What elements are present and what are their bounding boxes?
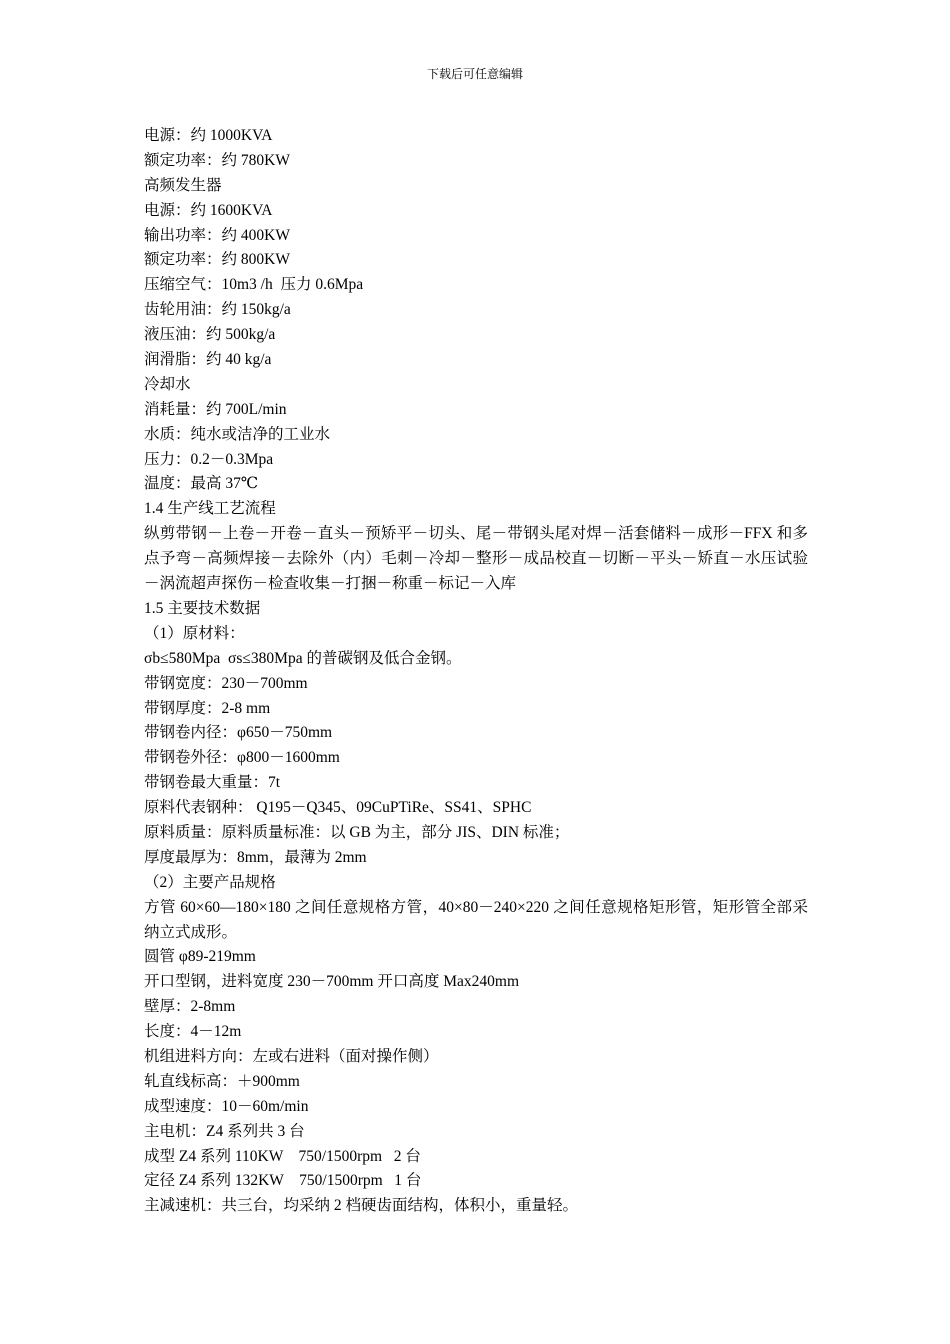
text-line: 额定功率：约 780KW	[144, 151, 290, 169]
text-line: 水质：纯水或洁净的工业水	[144, 425, 331, 443]
text-line: 圆管 φ89-219mm	[144, 948, 256, 966]
text-line: 轧直线标高：＋900mm	[144, 1072, 300, 1090]
text-line: 长度：4－12m	[144, 1023, 242, 1041]
text-line: 定径 Z4 系列 132KW 750/1500rpm 1 台	[144, 1172, 422, 1190]
text-line: 厚度最厚为：8mm，最薄为 2mm	[144, 848, 367, 866]
text-line: 主电机：Z4 系列共 3 台	[144, 1122, 305, 1140]
section-heading: 1.4 生产线工艺流程	[144, 500, 276, 518]
subsection-heading: （1）原材料：	[144, 624, 245, 642]
text-line: 带钢卷内径：φ650－750mm	[144, 724, 333, 742]
text-line: 开口型钢，进料宽度 230－700mm 开口高度 Max240mm	[144, 973, 520, 991]
text-line: 高频发生器	[144, 176, 222, 194]
square-tube-paragraph: 方管 60×60—180×180 之间任意规格方管，40×80－240×220 之间任意规格矩形管，矩形管全部采纳立式成形。	[144, 898, 808, 941]
text-line: 壁厚：2-8mm	[144, 998, 236, 1016]
text-line: 带钢厚度：2-8 mm	[144, 699, 271, 717]
text-line: 润滑脂：约 40 kg/a	[144, 351, 272, 369]
text-line: 压力：0.2－0.3Mpa	[144, 450, 274, 468]
document-body	[144, 124, 808, 1219]
process-flow-paragraph: 纵剪带钢－上卷－开卷－直头－预矫平－切头、尾－带钢头尾对焊－活套储料－成形－FFX 和多点予弯－高频焊接－去除外（内）毛刺－冷却－整形－成品校直－切断－平头－矫直－水压试验－涡流超声探伤－检查收集－打捆－称重－标记－入库	[144, 525, 808, 593]
text-line: 输出功率：约 400KW	[144, 226, 290, 244]
text-line: 机组进料方向：左或右进料（面对操作侧）	[144, 1048, 439, 1066]
text-line: 消耗量：约 700L/min	[144, 400, 287, 418]
text-line: 冷却水	[144, 375, 191, 393]
text-line: 齿轮用油：约 150kg/a	[144, 301, 291, 319]
text-line: 带钢宽度：230－700mm	[144, 674, 308, 692]
text-line: 带钢卷最大重量：7t	[144, 774, 281, 792]
text-line: 原料质量：原料质量标准：以 GB 为主，部分 JIS、DIN 标准；	[144, 823, 570, 841]
text-line: 带钢卷外径：φ800－1600mm	[144, 749, 340, 767]
section-heading: 1.5 主要技术数据	[144, 599, 261, 617]
page-header: 下载后可任意编辑	[426, 67, 523, 81]
text-line: 原料代表钢种： Q195－Q345、09CuPTiRe、SS41、SPHC	[144, 799, 532, 817]
text-line: 电源：约 1000KVA	[144, 127, 273, 144]
text-line: 液压油：约 500kg/a	[144, 326, 276, 344]
subsection-heading: （2）主要产品规格	[144, 873, 276, 891]
text-line: 电源：约 1600KVA	[144, 201, 273, 219]
text-line: 成型 Z4 系列 110KW 750/1500rpm 2 台	[144, 1147, 421, 1165]
text-line: σb≤580Mpa σs≤380Mpa 的普碳钢及低合金钢。	[144, 649, 462, 667]
text-line: 成型速度：10－60m/min	[144, 1097, 309, 1115]
text-line: 压缩空气：10m3 /h 压力 0.6Mpa	[144, 276, 364, 294]
text-line: 温度：最高 37℃	[144, 475, 259, 493]
text-line: 主减速机：共三台，均采纳 2 档硬齿面结构，体积小，重量轻。	[144, 1197, 579, 1215]
text-line: 额定功率：约 800KW	[144, 251, 290, 269]
